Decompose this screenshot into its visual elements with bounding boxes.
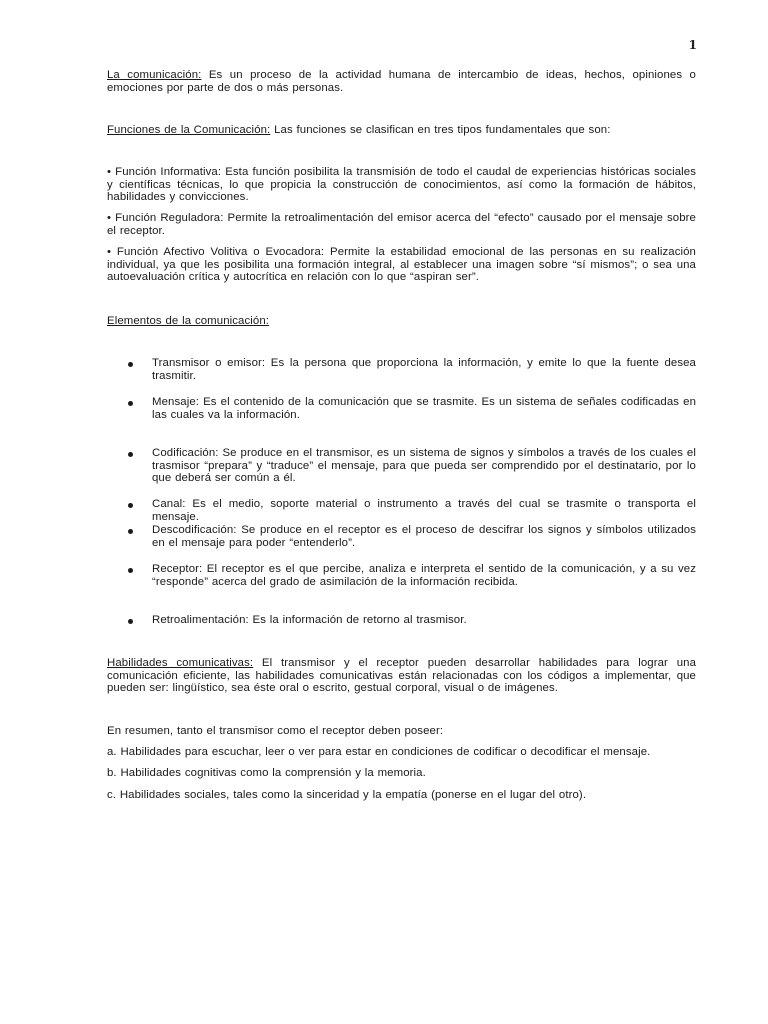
element-item-receptor: Receptor: El receptor es el que percibe, analiza e interpreta el sentido de la comunicación, y a su vez “responde” acerca del grado de asimilación de la información recibida.: [152, 563, 696, 588]
functions-paragraph: [107, 124, 696, 137]
element-item-codificacion: Codificación: Se produce en el transmisor, es un sistema de signos y símbolos a través de los cuales el trasmisor “prepara” y “traduce” el mensaje, para que pueda ser comprendido por el destinatario, por lo que deberá ser común a él.: [152, 447, 696, 485]
bullet-dot: [128, 362, 133, 367]
element-item-descodificacion: Descodificación: Se produce en el receptor es el proceso de descifrar los signos y símbolos utilizados en el mensaje para poder “entenderlo”.: [152, 524, 696, 549]
functions-text: Las funciones se clasifican en tres tipos fundamentales que son:: [270, 124, 611, 136]
bullet-dot: [128, 503, 133, 508]
elements-heading-text: Elementos de la comunicación:: [107, 315, 270, 327]
element-item-mensaje: Mensaje: Es el contenido de la comunicación que se trasmite. Es un sistema de señales codificadas en las cuales va la información.: [152, 396, 696, 421]
element-item-retroalimentacion: Retroalimentación: Es la información de retorno al trasmisor.: [152, 614, 467, 626]
summary-item-b: b. Habilidades cognitivas como la comprensión y la memoria.: [107, 767, 426, 779]
definition-text: Es un proceso de la actividad humana de intercambio de ideas, hechos, opiniones o emociones por parte de dos o más personas.: [107, 69, 696, 94]
bullet-dot: [128, 401, 133, 406]
bullet-dot: [128, 529, 133, 534]
bullet-dot: [128, 619, 133, 624]
definition-term: La comunicación:: [107, 69, 202, 81]
functions-term: Funciones de la Comunicación:: [107, 124, 271, 136]
bullet-dot: [128, 452, 133, 457]
function-afectiva: • Función Afectivo Volitiva o Evocadora: Permite la estabilidad emocional de las personas en su realización individual, ya que les posibilita una formación integral, al establecer una imagen sobre “sí mismos”; o sea una autoevaluación crítica y autocrítica en relación con lo que “aspiran ser”.: [107, 246, 696, 284]
element-item-transmisor: Transmisor o emisor: Es la persona que proporciona la información, y emite lo que la fuente desea trasmitir.: [152, 357, 696, 382]
bullet-dot: [128, 568, 133, 573]
page-number: 1: [688, 38, 697, 52]
summary-item-c: c. Habilidades sociales, tales como la sinceridad y la empatía (ponerse en el lugar del otro).: [107, 789, 587, 801]
element-item-canal: Canal: Es el medio, soporte material o instrumento a través del cual se trasmite o transporta el mensaje.: [152, 498, 696, 523]
function-reguladora: • Función Reguladora: Permite la retroalimentación del emisor acerca del “efecto” causado por el mensaje sobre el receptor.: [107, 212, 696, 237]
elements-heading: [107, 315, 696, 328]
skills-term: Habilidades comunicativas:: [107, 657, 254, 669]
summary-item-a: a. Habilidades para escuchar, leer o ver para estar en condiciones de codificar o decodificar el mensaje.: [107, 746, 651, 758]
definition-paragraph: [107, 69, 696, 94]
skills-text: El transmisor y el receptor pueden desarrollar habilidades para lograr una comunicación eficiente, las habilidades comunicativas están relacionadas con los códigos a implementar, que pueden ser: lingüístico, sea éste oral o escrito, gestual corporal, visual o de imágenes.: [107, 657, 697, 695]
skills-paragraph: [107, 657, 696, 695]
function-informativa: • Función Informativa: Esta función posibilita la transmisión de todo el caudal de experiencias históricas sociales y científicas técnicas, lo que propicia la construcción de conocimientos, así como la formación de hábitos, habilidades y convicciones.: [107, 166, 696, 204]
summary-intro: En resumen, tanto el transmisor como el receptor deben poseer:: [107, 725, 444, 737]
